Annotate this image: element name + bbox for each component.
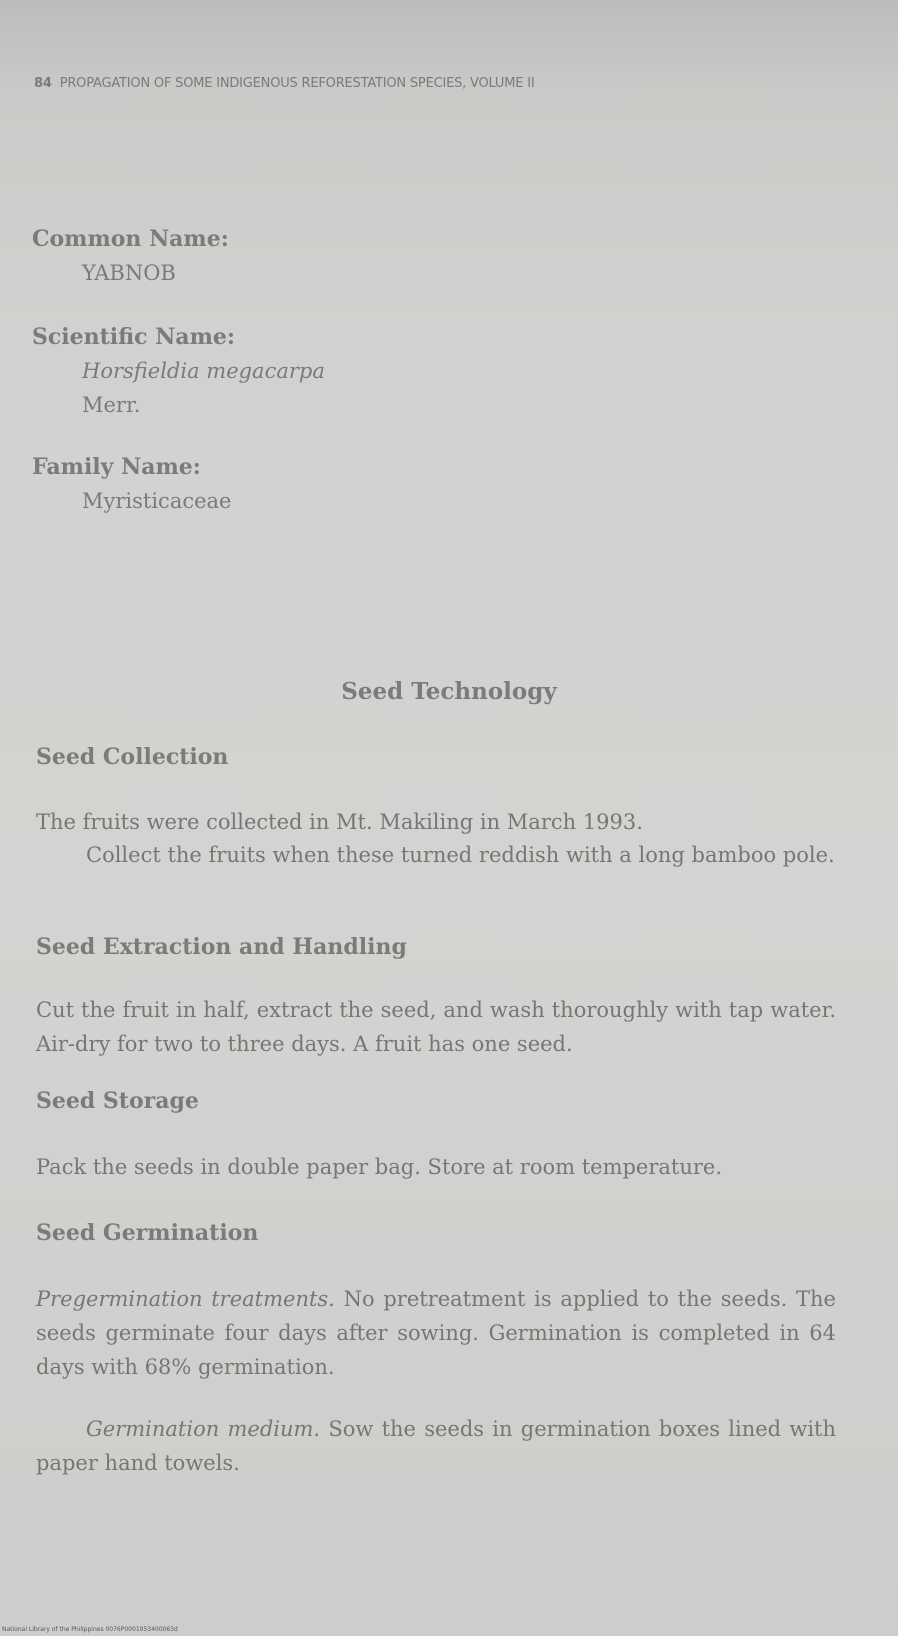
seed-collection-paragraph-2: Collect the fruits when these turned reddish with a long bamboo pole. bbox=[86, 843, 835, 867]
pregermination-paragraph bbox=[36, 1282, 836, 1384]
family-name-block bbox=[32, 450, 852, 518]
seed-collection-heading: Seed Collection bbox=[36, 744, 229, 770]
scientific-name-value: Horsfieldia megacarpa bbox=[82, 359, 325, 383]
germination-medium-lead: Germination medium. bbox=[86, 1417, 321, 1441]
pregermination-lead: Pregermination treatments. bbox=[36, 1287, 335, 1311]
germination-medium-text: Sow the seeds in germination boxes lined with paper hand towels. bbox=[36, 1417, 836, 1475]
germination-medium-paragraph bbox=[36, 1412, 836, 1480]
running-title: PROPAGATION OF SOME INDIGENOUS REFORESTATION SPECIES, VOLUME II bbox=[59, 76, 535, 91]
page-number: 84 bbox=[34, 76, 52, 91]
common-name-block bbox=[32, 222, 852, 290]
seed-germination-heading: Seed Germination bbox=[36, 1220, 259, 1246]
running-header bbox=[34, 76, 854, 91]
seed-collection-paragraph-1: The fruits were collected in Mt. Makiling in March 1993. bbox=[36, 810, 643, 834]
seed-extraction-heading: Seed Extraction and Handling bbox=[36, 934, 407, 960]
common-name-value: YABNOB bbox=[82, 261, 176, 285]
family-name-label: Family Name: bbox=[32, 454, 201, 480]
common-name-label: Common Name: bbox=[32, 226, 229, 252]
seed-extraction-paragraph: Cut the fruit in half, extract the seed, and wash thoroughly with tap water. Air-dry for two to three days. A fruit has one seed. bbox=[36, 998, 836, 1056]
scientific-name-block bbox=[32, 320, 852, 422]
pregermination-text: No pretreatment is applied to the seeds. The seeds germinate four days after sowing. Germination is completed in 64 days with 68% germination. bbox=[36, 1287, 836, 1379]
seed-storage-heading: Seed Storage bbox=[36, 1088, 199, 1114]
scientific-name-author: Merr. bbox=[82, 393, 141, 417]
family-name-value: Myristicaceae bbox=[82, 489, 232, 513]
seed-storage-paragraph: Pack the seeds in double paper bag. Store at room temperature. bbox=[36, 1155, 723, 1179]
scientific-name-label: Scientific Name: bbox=[32, 324, 235, 350]
footer-source-note: National Library of the Philippines 0076P0001053400063d bbox=[2, 1626, 178, 1633]
section-title: Seed Technology bbox=[341, 678, 557, 705]
